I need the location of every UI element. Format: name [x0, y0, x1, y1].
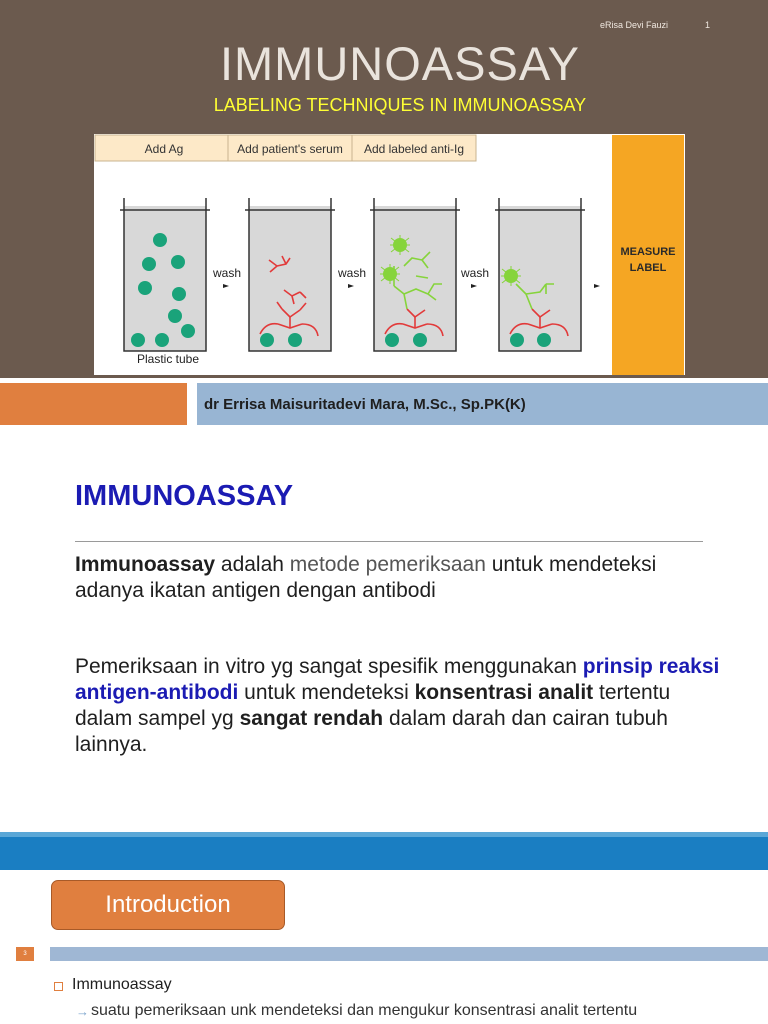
header-band	[0, 837, 768, 870]
wash-label-1: wash	[213, 266, 242, 280]
sub-bullet-text: suatu pemeriksaan unk mendeteksi dan mengukur konsentrasi analit tertentu	[91, 1002, 638, 1019]
slide-3	[0, 832, 768, 1024]
term-analyte-concentration: konsentrasi analit	[414, 681, 594, 704]
introduction-button[interactable]: Introduction	[51, 880, 285, 930]
diagram-svg	[94, 134, 685, 375]
term-method: metode pemeriksaan	[289, 553, 486, 576]
slide-1	[0, 0, 768, 430]
tube-2	[245, 198, 335, 351]
wash-label-2: wash	[338, 266, 367, 280]
accent-bar-orange	[0, 383, 187, 425]
p2-text-1: Pemeriksaan in vitro yg sangat spesifik menggunakan	[75, 655, 583, 678]
p1-text-1: adalah	[215, 553, 290, 576]
p1-text-2: untuk mendeteksi adanya ikatan antigen dengan antibodi	[75, 553, 657, 602]
term-immunoassay: Immunoassay	[75, 553, 216, 576]
divider-bar	[50, 947, 768, 961]
tube-4	[495, 198, 585, 351]
tube-1	[120, 198, 210, 351]
arrow-bullet-icon: →	[76, 1004, 89, 1019]
p2-text-2: untuk mendeteksi	[238, 681, 415, 704]
measure-label-line2: LABEL	[629, 262, 667, 274]
arrow-4	[594, 284, 600, 288]
step-label-3: Add labeled anti-Ig	[363, 142, 465, 156]
tube-3	[370, 198, 460, 351]
step-label-1: Add Ag	[144, 142, 184, 156]
p2-text-4: dalam darah dan cairan tubuh lainnya.	[75, 707, 668, 756]
immunoassay-diagram	[94, 134, 685, 375]
author-name: dr Errisa Maisuritadevi Mara, M.Sc., Sp.PK(K)	[204, 396, 526, 413]
measure-label-line1: MEASURE	[620, 246, 676, 258]
step-label-2: Add patient's serum	[237, 142, 343, 156]
tube-label: Plastic tube	[137, 352, 200, 366]
slide-title: IMMUNOASSAY	[219, 37, 581, 90]
page-number: 1	[704, 20, 710, 30]
arrow-2	[348, 284, 354, 288]
step-headers	[95, 135, 476, 161]
p2-text-3: tertentu dalam sampel yg	[75, 681, 671, 730]
slide-2	[0, 432, 768, 832]
section-title: IMMUNOASSAY	[75, 480, 294, 512]
header-author: eRisa Devi Fauzi	[599, 20, 668, 30]
term-principle: prinsip reaksi antigen-antibodi	[75, 655, 720, 704]
wash-label-3: wash	[461, 266, 490, 280]
term-very-low: sangat rendah	[239, 707, 384, 730]
description-paragraph	[75, 654, 725, 758]
title-divider	[75, 541, 703, 542]
arrow-1	[223, 284, 229, 288]
definition-paragraph	[75, 552, 725, 604]
slide-number-badge: 3	[16, 947, 34, 961]
slide-subtitle: LABELING TECHNIQUES IN IMMUNOASSAY	[213, 95, 587, 115]
bullet-immunoassay: Immunoassay	[72, 976, 172, 993]
arrow-3	[471, 284, 477, 288]
square-bullet-icon	[54, 982, 63, 991]
